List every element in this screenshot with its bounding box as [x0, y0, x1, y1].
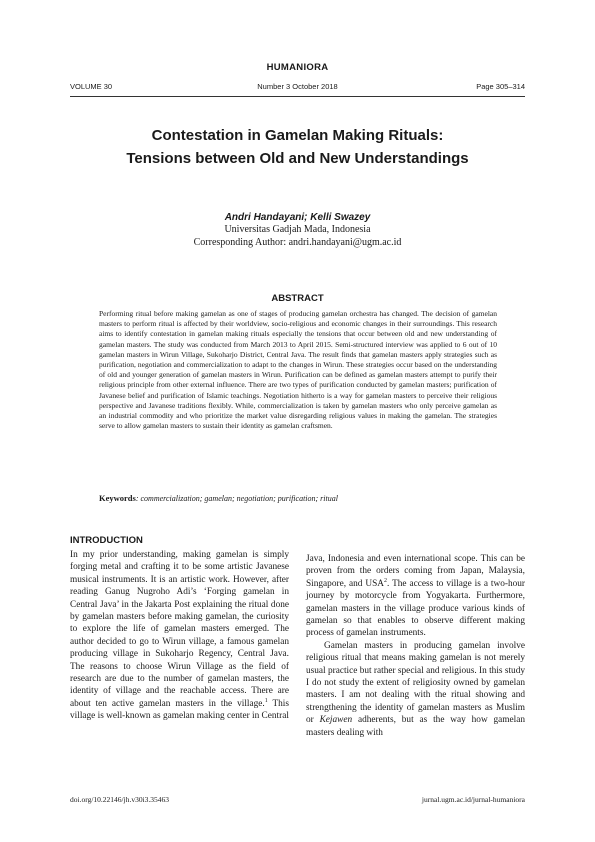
corresponding-author: Corresponding Author: andri.handayani@ugm.ac.id [193, 237, 402, 248]
page-footer [70, 795, 525, 807]
author-affiliation: Universitas Gadjah Mada, Indonesia [224, 224, 371, 235]
paragraph [306, 553, 525, 640]
paragraph-text: Java, Indonesia and even international scope. This can be proven from the orders coming from Japan, Malaysia, Singapore, and USA [306, 554, 525, 589]
paragraph [70, 549, 289, 723]
article-authors: Andri Handayani; Kelli Swazey [224, 212, 371, 223]
paragraph-text: . The access to village is a two-hour journey by motorcycle from Yogyakarta. Furthermore, gamelan masters in the village produce various kinds of gamelan so that enables to observe different making process of gamelan instruments. [306, 578, 525, 639]
volume-label: VOLUME 30 [70, 82, 113, 91]
footnote-ref[interactable]: 1 [264, 697, 268, 704]
body-column-right [306, 553, 525, 739]
page-range-label: Page 305–314 [476, 82, 525, 91]
journal-name: HUMANIORA [266, 62, 329, 73]
paragraph-text: adherents, but as the way how gamelan masters dealing with [306, 715, 525, 738]
paragraph [306, 640, 525, 739]
footnote-ref[interactable]: 2 [383, 577, 387, 584]
paragraph-text: This village is well-known as gamelan making center in Central [70, 698, 290, 722]
abstract-heading: ABSTRACT [271, 293, 324, 304]
paragraph-text: In my prior understanding, making gamelan is simply forging metal and crafting it to be some artistic Javanese musical instruments. It is an artistic work. However, after reading Ganug Nugroho Adi’s ‘Forging gamelan in Central Java’ in the Jakarta Post explaining the ritual done by gamelan masters before making gamelan, the curiosity to explore the life of gamelan masters emerged. The author decided to go to Wirun village, a famous gamelan producing village in Sukoharjo Regency, Central Java. The reasons to choose Wirun Village as the field of research are due to the number of gamelan masters, the identity of village and the reachable access. There are about ten active gamelan masters in the village. [70, 550, 289, 709]
title-line-1: Contestation in Gamelan Making Rituals: [151, 127, 444, 144]
keywords-list: : commercialization; gamelan; negotiation; purification; ritual [135, 494, 338, 503]
emphasis-term: Kejawen [319, 715, 353, 726]
body-column-left [70, 549, 289, 723]
keywords-line [99, 493, 497, 503]
paragraph-text: Gamelan masters in producing gamelan involve religious ritual that means making gamelan is not merely usual practice but rather special and religious. In this study I do not study the extent of religiosity owned by gamelan masters. I am not dealing with the ritual showing and strengthening the identity of gamelan masters as Muslim or [306, 640, 525, 726]
issue-label: Number 3 October 2018 [257, 82, 338, 91]
header-divider [70, 96, 525, 97]
doi-link[interactable]: doi.org/10.22146/jh.v30i3.35463 [70, 795, 170, 804]
abstract-body: Performing ritual before making gamelan as one of stages of producing gamelan orchestra has changed. The decision of gamelan masters to perform ritual is affected by their worldview, socio-religious and economic changes in their surroundings. This research aims to identify contestation in gamelan making rituals especially the tensions that occur between old and new understanding of gamelan masters. The study was conducted from March 2013 to April 2015. Semi-structured interview was applied to 6 out of 10 gamelan masters in Wirun Village, Sukoharjo District, Central Java. The result finds that gamelan masters apply strategies such as purification, negotiation and commercialization to adapt to the changes in Wirun. These strategies occur based on the understanding of old and younger generation of gamelan masters in Wirun. Purification can be defined as gamelan masters attempt to purify their religious principle from other external influence. There are two types of purification conducted by gamelan masters; purification of Javanese belief and purification of Islamic teachings. Negotiation hitherto is a way for gamelan masters to perceive their religious perspective and Javanese traditions flexibly. While, commercialization is taken by gamelan masters who only perceive gamelan as an industrial commodity and who prioritize the market value disregarding religious values in making the gamelan. The strategies serve to allow gamelan masters to sustain their identity as gamelan craftsmen. [99, 309, 497, 431]
keywords-label: Keywords [99, 493, 136, 503]
article-title [70, 124, 525, 170]
introduction-heading: INTRODUCTION [70, 535, 143, 546]
issue-info-row [70, 82, 525, 94]
title-line-2: Tensions between Old and New Understandings [126, 150, 469, 167]
journal-url-link[interactable]: jurnal.ugm.ac.id/jurnal-humaniora [421, 795, 525, 804]
